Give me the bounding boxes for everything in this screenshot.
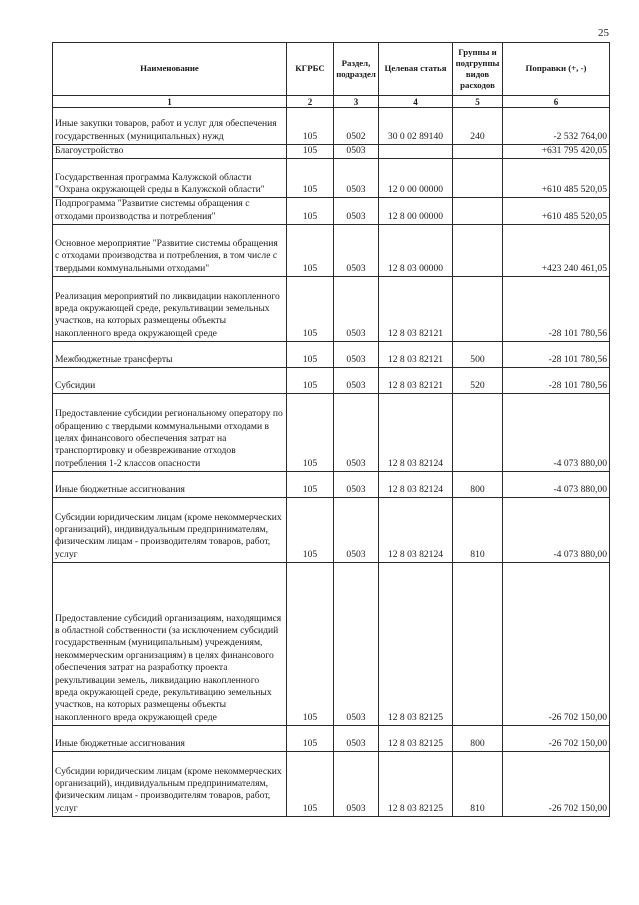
page-number: 25 xyxy=(598,27,609,39)
table-row xyxy=(53,145,610,159)
row-section: 0503 xyxy=(334,368,379,394)
row-kgrbs: 105 xyxy=(287,563,334,726)
table-row xyxy=(53,563,610,726)
table-row xyxy=(53,108,610,145)
row-amount: -4 073 880,00 xyxy=(503,498,610,563)
column-number: 6 xyxy=(503,96,610,108)
header-target: Целевая статья xyxy=(379,43,453,96)
row-amount: -28 101 780,56 xyxy=(503,368,610,394)
row-name: Субсидии юридическим лицам (кроме некоммерческих организаций), индивидуальным предпринимателям, физическим лицам - производителям товаров, работ, услуг xyxy=(53,752,287,817)
row-group: 500 xyxy=(453,342,503,368)
header-section: Раздел, подраздел xyxy=(334,43,379,96)
row-amount: +610 485 520,05 xyxy=(503,159,610,198)
row-section: 0503 xyxy=(334,726,379,752)
row-group: 240 xyxy=(453,108,503,145)
row-kgrbs: 105 xyxy=(287,145,334,159)
row-section: 0503 xyxy=(334,198,379,225)
table-row xyxy=(53,726,610,752)
row-group xyxy=(453,159,503,198)
row-name: Подпрограмма "Развитие системы обращения с отходами производства и потребления" xyxy=(53,198,287,225)
budget-amendments-table xyxy=(52,42,610,817)
row-section: 0503 xyxy=(334,498,379,563)
row-target: 12 8 03 82121 xyxy=(379,342,453,368)
row-name: Иные бюджетные ассигнования xyxy=(53,472,287,498)
table-row xyxy=(53,498,610,563)
row-target: 30 0 02 89140 xyxy=(379,108,453,145)
row-amount: -4 073 880,00 xyxy=(503,394,610,472)
row-target: 12 8 03 82124 xyxy=(379,394,453,472)
row-section: 0503 xyxy=(334,277,379,342)
table-row xyxy=(53,368,610,394)
row-kgrbs: 105 xyxy=(287,342,334,368)
row-target: 12 0 00 00000 xyxy=(379,159,453,198)
row-name: Субсидии xyxy=(53,368,287,394)
row-target: 12 8 03 82125 xyxy=(379,563,453,726)
table-row xyxy=(53,277,610,342)
row-group xyxy=(453,277,503,342)
row-section: 0503 xyxy=(334,159,379,198)
header-kgrbs: КГРБС xyxy=(287,43,334,96)
row-group: 800 xyxy=(453,472,503,498)
row-target: 12 8 03 82121 xyxy=(379,277,453,342)
row-group xyxy=(453,145,503,159)
row-kgrbs: 105 xyxy=(287,108,334,145)
row-target xyxy=(379,145,453,159)
column-number: 2 xyxy=(287,96,334,108)
row-kgrbs: 105 xyxy=(287,159,334,198)
row-amount: +423 240 461,05 xyxy=(503,225,610,277)
table-row xyxy=(53,752,610,817)
row-kgrbs: 105 xyxy=(287,752,334,817)
header-name: Наименование xyxy=(53,43,287,96)
row-target: 12 8 03 82124 xyxy=(379,498,453,563)
row-kgrbs: 105 xyxy=(287,472,334,498)
row-target: 12 8 03 82124 xyxy=(379,472,453,498)
row-name: Предоставление субсидии региональному оператору по обращению с твердыми коммунальными отходами в целях финансового обеспечения затрат на транспортировку и обезвреживание отходов потребления 1-2 классов опасности xyxy=(53,394,287,472)
row-target: 12 8 00 00000 xyxy=(379,198,453,225)
row-name: Государственная программа Калужской области "Охрана окружающей среды в Калужской области" xyxy=(53,159,287,198)
row-kgrbs: 105 xyxy=(287,198,334,225)
table-row xyxy=(53,472,610,498)
table-row xyxy=(53,225,610,277)
row-group xyxy=(453,563,503,726)
row-section: 0502 xyxy=(334,108,379,145)
row-name: Субсидии юридическим лицам (кроме некоммерческих организаций), индивидуальным предпринимателям, физическим лицам - производителям товаров, работ, услуг xyxy=(53,498,287,563)
row-kgrbs: 105 xyxy=(287,225,334,277)
row-kgrbs: 105 xyxy=(287,726,334,752)
row-section: 0503 xyxy=(334,472,379,498)
row-kgrbs: 105 xyxy=(287,368,334,394)
row-kgrbs: 105 xyxy=(287,498,334,563)
row-target: 12 8 03 00000 xyxy=(379,225,453,277)
row-target: 12 8 03 82125 xyxy=(379,752,453,817)
row-group xyxy=(453,198,503,225)
table-row xyxy=(53,394,610,472)
row-name: Иные бюджетные ассигнования xyxy=(53,726,287,752)
table-row xyxy=(53,159,610,198)
column-number: 3 xyxy=(334,96,379,108)
row-name: Реализация мероприятий по ликвидации накопленного вреда окружающей среде, рекультивации земельных участков, на которых размещены объекты накопленного вреда окружающей среде xyxy=(53,277,287,342)
row-amount: +631 795 420,05 xyxy=(503,145,610,159)
row-amount: -26 702 150,00 xyxy=(503,752,610,817)
header-row xyxy=(53,43,610,96)
row-group xyxy=(453,225,503,277)
table-row xyxy=(53,198,610,225)
column-number: 1 xyxy=(53,96,287,108)
row-name: Основное мероприятие "Развитие системы обращения с отходами производства и потребления, в том числе с твердыми коммунальными отходами" xyxy=(53,225,287,277)
row-name: Благоустройство xyxy=(53,145,287,159)
row-kgrbs: 105 xyxy=(287,394,334,472)
row-amount: -28 101 780,56 xyxy=(503,277,610,342)
row-amount: -4 073 880,00 xyxy=(503,472,610,498)
column-number-row xyxy=(53,96,610,108)
column-number: 5 xyxy=(453,96,503,108)
row-name: Предоставление субсидий организациям, находящимся в областной собственности (за исключением субсидий государственным (муниципальным) учреждениям, некоммерческим организациям) в целях финансового обеспечения затрат на разработку проекта рекультивации земель, ликвидацию накопленного вреда окружающей среде, рекультивацию земельных участков, на которых размещены объекты накопленного вреда окружающей среде xyxy=(53,563,287,726)
row-section: 0503 xyxy=(334,563,379,726)
row-name: Межбюджетные трансферты xyxy=(53,342,287,368)
header-expense-group: Группы и подгруппы видов расходов xyxy=(453,43,503,96)
row-target: 12 8 03 82125 xyxy=(379,726,453,752)
row-section: 0503 xyxy=(334,225,379,277)
row-amount: -2 532 764,00 xyxy=(503,108,610,145)
row-group: 810 xyxy=(453,752,503,817)
row-name: Иные закупки товаров, работ и услуг для обеспечения государственных (муниципальных) нужд xyxy=(53,108,287,145)
row-amount: -26 702 150,00 xyxy=(503,726,610,752)
header-amendments: Поправки (+, -) xyxy=(503,43,610,96)
row-amount: -28 101 780,56 xyxy=(503,342,610,368)
row-section: 0503 xyxy=(334,145,379,159)
row-amount: -26 702 150,00 xyxy=(503,563,610,726)
row-group xyxy=(453,394,503,472)
row-section: 0503 xyxy=(334,342,379,368)
row-kgrbs: 105 xyxy=(287,277,334,342)
column-number: 4 xyxy=(379,96,453,108)
row-group: 520 xyxy=(453,368,503,394)
row-group: 800 xyxy=(453,726,503,752)
row-target: 12 8 03 82121 xyxy=(379,368,453,394)
table-row xyxy=(53,342,610,368)
row-section: 0503 xyxy=(334,752,379,817)
row-section: 0503 xyxy=(334,394,379,472)
row-amount: +610 485 520,05 xyxy=(503,198,610,225)
row-group: 810 xyxy=(453,498,503,563)
